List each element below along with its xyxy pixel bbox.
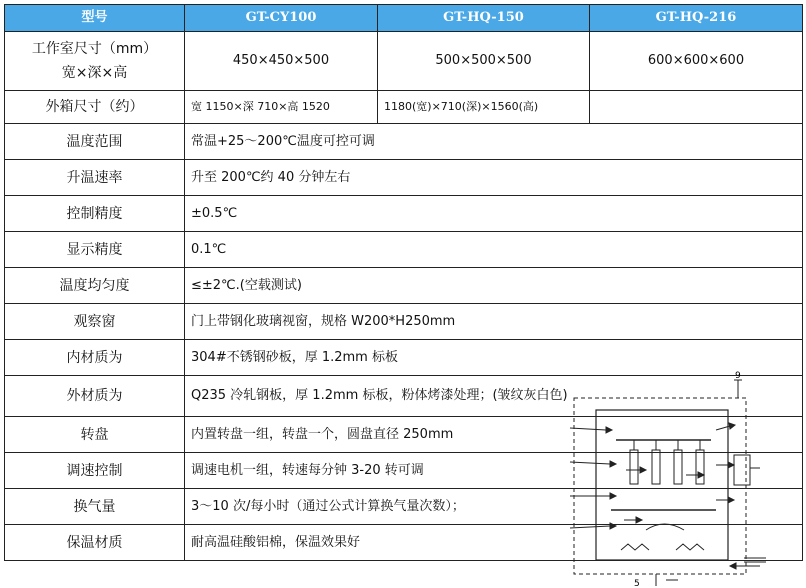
temp-range-label: 温度范围	[5, 124, 185, 160]
diagram-outer-shell	[574, 398, 746, 574]
chamber-size-value-1: 450×450×500	[185, 32, 378, 91]
diagram-airflow-arrows	[570, 423, 760, 569]
outer-size-value-1: 宽 1150×深 710×高 1520	[185, 91, 378, 124]
chamber-size-value-3: 600×600×600	[590, 32, 803, 91]
uniformity-value: ≤±2℃.(空载测试)	[185, 268, 803, 304]
row-outer-size	[5, 91, 803, 124]
outer-size-value-2: 1180(宽)×710(深)×1560(高)	[378, 91, 590, 124]
display-precision-label: 显示精度	[5, 232, 185, 268]
model-gt-cy100: GT-CY100	[185, 5, 378, 32]
outer-size-label: 外箱尺寸（约）	[5, 91, 185, 124]
header-row	[5, 5, 803, 32]
heat-rate-value: 升至 200℃约 40 分钟左右	[185, 160, 803, 196]
row-uniformity	[5, 268, 803, 304]
row-heat-rate	[5, 160, 803, 196]
row-chamber-size	[5, 32, 803, 91]
control-precision-value: ±0.5℃	[185, 196, 803, 232]
insulation-label: 保温材质	[5, 525, 185, 561]
window-value: 门上带钢化玻璃视窗，规格 W200*H250mm	[185, 304, 803, 340]
speed-control-value: 调速电机一组，转速每分钟 3-20 转可调	[185, 453, 803, 489]
row-temp-range	[5, 124, 803, 160]
row-control-precision	[5, 196, 803, 232]
row-display-precision	[5, 232, 803, 268]
air-exchange-label: 换气量	[5, 489, 185, 525]
temp-range-value: 常温+25～200℃温度可控可调	[185, 124, 803, 160]
insulation-value: 耐高温硅酸铝棉，保温效果好	[185, 525, 803, 561]
inner-material-label: 内材质为	[5, 340, 185, 376]
turntable-value: 内置转盘一组，转盘一个，圆盘直径 250mm	[185, 417, 803, 453]
uniformity-label: 温度均匀度	[5, 268, 185, 304]
diagram-inner-chamber	[596, 410, 728, 560]
display-precision-value: 0.1℃	[185, 232, 803, 268]
control-precision-label: 控制精度	[5, 196, 185, 232]
chamber-size-label	[5, 32, 185, 91]
chamber-size-value-2: 500×500×500	[378, 32, 590, 91]
inner-material-value: 304#不锈钢砂板，厚 1.2mm 标板	[185, 340, 803, 376]
model-header: 型号	[5, 5, 185, 32]
oven-airflow-diagram	[566, 370, 776, 588]
outer-material-label: 外材质为	[5, 376, 185, 417]
air-exchange-value: 3～10 次/每小时（通过公式计算换气量次数）；	[185, 489, 803, 525]
heat-rate-label: 升温速率	[5, 160, 185, 196]
outer-material-value: Q235 冷轧钢板，厚 1.2mm 标板，粉体烤漆处理；(皱纹灰白色)	[185, 376, 803, 417]
model-gt-hq-150: GT-HQ-150	[378, 5, 590, 32]
row-window	[5, 304, 803, 340]
chamber-size-label-line2: 宽×深×高	[61, 65, 128, 81]
window-label: 观察窗	[5, 304, 185, 340]
diagram-label-9: 9	[735, 371, 741, 381]
model-gt-hq-216: GT-HQ-216	[590, 5, 803, 32]
outer-size-value-3	[590, 91, 803, 124]
diagram-label-5: 5	[634, 579, 640, 588]
speed-control-label: 调速控制	[5, 453, 185, 489]
turntable-label: 转盘	[5, 417, 185, 453]
chamber-size-label-line1: 工作室尺寸（mm）	[31, 41, 158, 57]
diagram-specimens	[630, 440, 704, 484]
diagram-heater	[621, 544, 704, 550]
